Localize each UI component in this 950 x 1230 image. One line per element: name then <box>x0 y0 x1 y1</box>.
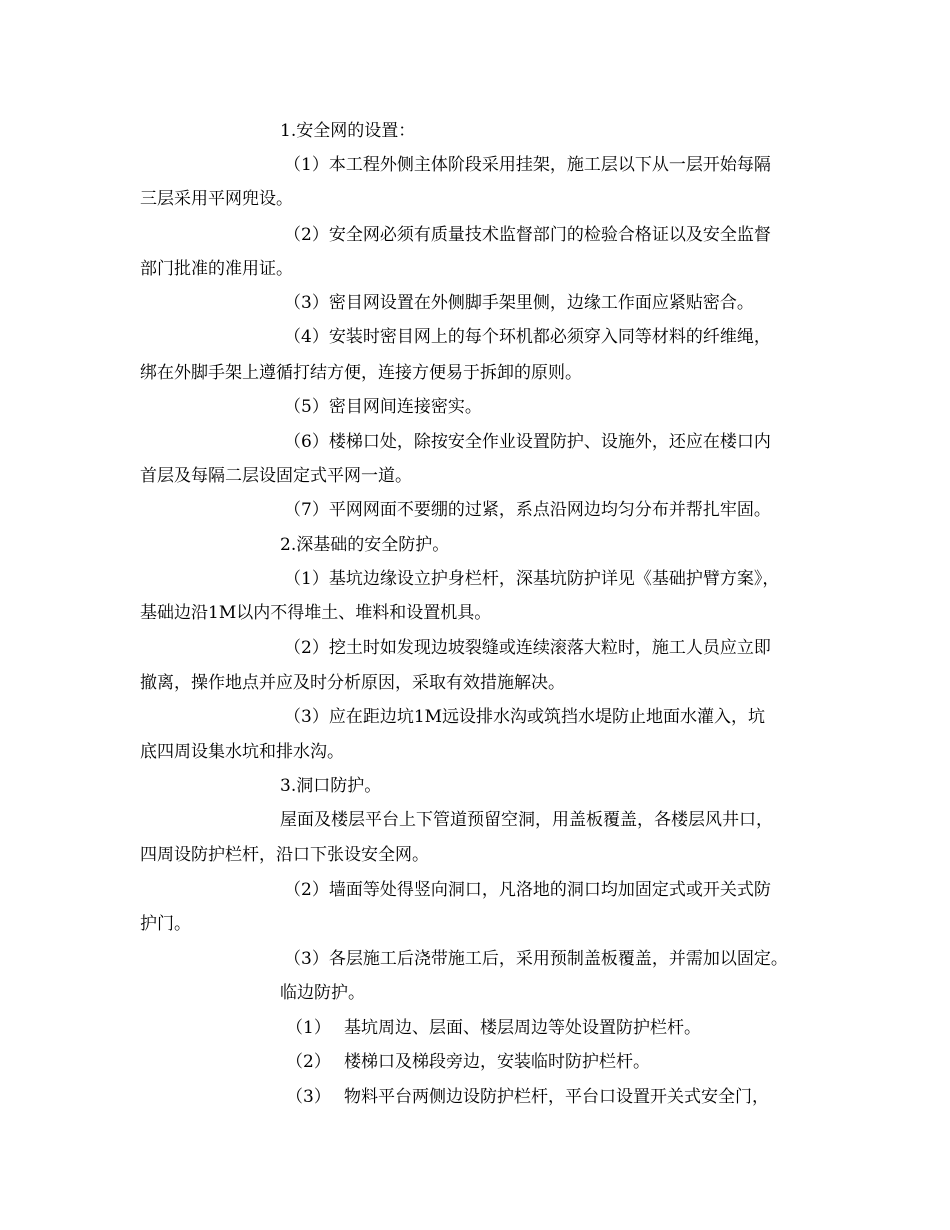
list-item-text: 基坑周边、层面、楼层周边等处设置防护栏杆。 <box>344 1018 701 1038</box>
list-item <box>286 1052 650 1072</box>
list-item-number: （2） <box>286 1052 331 1072</box>
paragraph-line: （2）墙面等处得竖向洞口，凡洛地的洞口均加固定式或开关式防 <box>284 880 771 900</box>
paragraph-line: （2）挖土时如发现边坡裂缝或连续滚落大粒时，施工人员应立即 <box>284 638 771 658</box>
list-item <box>286 1018 701 1038</box>
list-item-text: 楼梯口及梯段旁边，安装临时防护栏杆。 <box>344 1052 650 1072</box>
paragraph-line: 屋面及楼层平台上下管道预留空洞，用盖板覆盖，各楼层风井口， <box>280 810 773 830</box>
paragraph-line: 四周设防护栏杆，沿口下张设安全网。 <box>140 845 429 865</box>
paragraph-line: （3）密目网设置在外侧脚手架里侧，边缘工作面应紧贴密合。 <box>284 293 754 313</box>
paragraph-line: 三层采用平网兜设。 <box>140 189 293 209</box>
paragraph-line: 基础边沿1M以内不得堆土、堆料和设置机具。 <box>140 603 492 623</box>
paragraph-line: 护门。 <box>140 914 191 934</box>
section-heading: 临边防护。 <box>280 983 365 1003</box>
list-item-text: 物料平台两侧边设防护栏杆，平台口设置开关式安全门， <box>344 1087 769 1107</box>
section-heading: 3.洞口防护。 <box>280 776 382 796</box>
paragraph-line: 绑在外脚手架上遵循打结方便，连接方便易于拆卸的原则。 <box>140 363 582 383</box>
paragraph-line: （2）安全网必须有质量技术监督部门的检验合格证以及安全监督 <box>284 225 771 245</box>
paragraph-line: 部门批准的准用证。 <box>140 259 293 279</box>
list-item-number: （3） <box>286 1087 331 1107</box>
paragraph-line: （1）基坑边缘设立护身栏杆，深基坑防护详见《基础护臂方案》， <box>284 569 780 589</box>
paragraph-line: （7）平网网面不要绷的过紧，系点沿网边均匀分布并帮扎牢固。 <box>284 500 771 520</box>
paragraph-line: 底四周设集水坑和排水沟。 <box>140 742 344 762</box>
paragraph-line: （3）各层施工后浇带施工后，采用预制盖板覆盖，并需加以固定。 <box>284 949 788 969</box>
list-item <box>286 1087 769 1107</box>
paragraph-line: （5）密目网间连接密实。 <box>284 397 482 417</box>
paragraph-line: （4）安装时密目网上的每个环机都必须穿入同等材料的纤维绳， <box>284 327 771 347</box>
paragraph-line: （3）应在距边坑1M远设排水沟或筑挡水堤防止地面水灌入，坑 <box>284 707 766 727</box>
section-heading: 1.安全网的设置： <box>280 121 416 141</box>
paragraph-line: 首层及每隔二层设固定式平网一道。 <box>140 466 412 486</box>
paragraph-line: （1）本工程外侧主体阶段采用挂架，施工层以下从一层开始每隔 <box>284 155 771 175</box>
paragraph-line: （6）楼梯口处，除按安全作业设置防护、设施外，还应在楼口内 <box>284 432 771 452</box>
section-heading: 2.深基础的安全防护。 <box>280 535 450 555</box>
paragraph-line: 撤离，操作地点并应及时分析原因，采取有效措施解决。 <box>140 673 565 693</box>
list-item-number: （1） <box>286 1018 331 1038</box>
